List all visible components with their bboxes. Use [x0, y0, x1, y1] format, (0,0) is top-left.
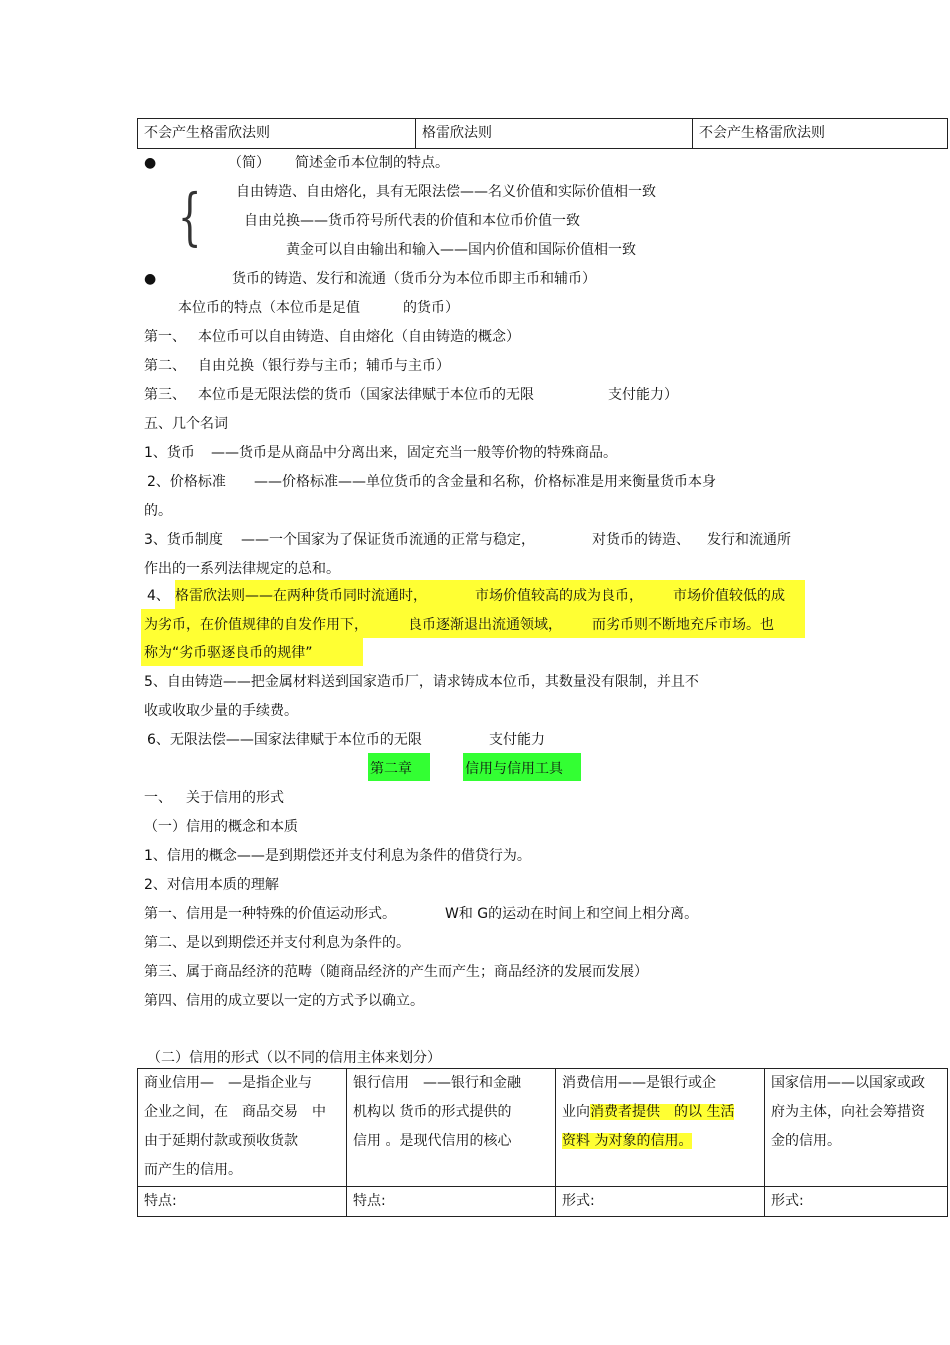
gresham-table	[137, 118, 948, 149]
feature-text: 本位币是无限法偿的货币（国家法律赋于本位币的无限	[198, 387, 534, 403]
highlighted-text: 消费者提供 的以 生活	[590, 1104, 735, 1120]
table-cell: 格雷欣法则	[416, 119, 693, 149]
term-label: 3、货币制度	[144, 532, 223, 548]
term-label: 4、	[147, 588, 170, 604]
point-line: 黄金可以自由输出和输入——国内价值和国际价值相一致	[286, 242, 636, 258]
table-cell: 特点:	[347, 1187, 556, 1217]
feature-label: 第三、	[144, 387, 186, 403]
table-cell: 形式:	[765, 1187, 948, 1217]
cell-line: 企业之间，在 商品交易 中	[144, 1104, 326, 1120]
cell-line: 信用 。是现代信用的核心	[353, 1133, 512, 1149]
feature-label: 第二、	[144, 358, 186, 374]
term-text: ——价格标准——单位货币的含金量和名称，价格标准是用来衡量货币本身	[254, 474, 716, 490]
text-line: W和 G的运动在时间上和空间上相分离。	[445, 906, 699, 922]
subsection-title: （一）信用的概念和本质	[144, 819, 298, 835]
cell-line: 由于延期付款或预收货款	[144, 1133, 298, 1149]
term-text: 6、无限法偿——国家法律赋于本位币的无限	[147, 732, 422, 748]
bullet-icon: ●	[144, 155, 157, 171]
text-line: 1、信用的概念——是到期偿还并支付利息为条件的借贷行为。	[144, 848, 531, 864]
term-text: 收或收取少量的手续费。	[144, 703, 298, 719]
table-cell: 不会产生格雷欣法则	[138, 119, 416, 149]
term-text: ——货币是从商品中分离出来，固定充当一般等价物的特殊商品。	[211, 445, 617, 461]
term-label: 2、价格标准	[147, 474, 226, 490]
term-text: 支付能力	[489, 732, 545, 748]
table-cell: 特点:	[138, 1187, 347, 1217]
table-cell	[138, 1069, 347, 1187]
text-line: 2、对信用本质的理解	[144, 877, 279, 893]
term-text: 称为“劣币驱逐良币的规律”	[144, 645, 313, 661]
subsection-title: （二）信用的形式（以不同的信用主体来划分）	[147, 1050, 441, 1066]
feature-label: 第一、	[144, 329, 186, 345]
cell-line: 机构以 货币的形式提供的	[353, 1104, 512, 1120]
section-title: 关于信用的形式	[186, 790, 284, 806]
text-line: 第三、属于商品经济的范畴（随商品经济的产生而产生；商品经济的发展而发展）	[144, 964, 648, 980]
term-text: 良币逐渐退出流通领域，	[408, 617, 562, 633]
table-cell: 不会产生格雷欣法则	[693, 119, 948, 149]
term-text: 格雷欣法则——在两种货币同时流通时，	[175, 588, 427, 604]
text-line: 本位币的特点（本位币是足值	[178, 300, 360, 316]
brace-icon: {	[177, 180, 202, 253]
bullet-icon: ●	[144, 271, 157, 287]
text-line: 的货币）	[403, 300, 459, 316]
text-line: 第二、是以到期偿还并支付利息为条件的。	[144, 935, 410, 951]
term-text: 的。	[144, 503, 172, 519]
feature-text: 本位币可以自由铸造、自由熔化（自由铸造的概念）	[198, 329, 520, 345]
table-cell	[765, 1069, 948, 1187]
cell-line: 府为主体，向社会筹措资	[771, 1104, 925, 1120]
section-title: 五、几个名词	[144, 416, 228, 432]
term-text: 作出的一系列法律规定的总和。	[144, 561, 340, 577]
term-text: 市场价值较高的成为良币，	[475, 588, 643, 604]
text-line: 第四、信用的成立要以一定的方式予以确立。	[144, 993, 424, 1009]
term-label: 1、货币	[144, 445, 195, 461]
cell-line: 商业信用— —是指企业与	[144, 1075, 312, 1091]
term-text: 发行和流通所	[707, 532, 791, 548]
term-text: 市场价值较低的成	[673, 588, 785, 604]
term-text: 5、自由铸造——把金属材料送到国家造币厂，请求铸成本位币，其数量没有限制，并且不	[144, 674, 699, 690]
point-line: 自由兑换——货币符号所代表的价值和本位币价值一致	[244, 213, 580, 229]
question-text: 货币的铸造、发行和流通（货币分为本位币即主币和辅币）	[232, 271, 596, 287]
highlighted-text: 资料 为对象的信用。	[562, 1133, 693, 1149]
term-text: 而劣币则不断地充斥市场。也	[592, 617, 774, 633]
credit-forms-table	[137, 1068, 948, 1217]
cell-line: 消费信用——是银行或企	[562, 1075, 716, 1091]
cell-line	[562, 1098, 758, 1127]
term-text: ——一个国家为了保证货币流通的正常与稳定，	[241, 532, 535, 548]
question-tag: （简）	[228, 155, 270, 171]
term-text: 为劣币，在价值规律的自发作用下，	[144, 617, 368, 633]
cell-text: 业向	[562, 1104, 590, 1120]
feature-tail: 支付能力）	[608, 387, 678, 403]
text-line: 第一、信用是一种特殊的价值运动形式。	[144, 906, 396, 922]
section-label: 一、	[144, 790, 172, 806]
cell-line	[562, 1127, 758, 1156]
term-text: 对货币的铸造、	[592, 532, 690, 548]
point-line: 自由铸造、自由熔化，具有无限法偿——名义价值和实际价值相一致	[236, 184, 656, 200]
cell-line: 国家信用——以国家或政	[771, 1075, 925, 1091]
table-cell: 形式:	[556, 1187, 765, 1217]
question-text: 简述金币本位制的特点。	[295, 155, 449, 171]
table-cell	[556, 1069, 765, 1187]
table-cell	[347, 1069, 556, 1187]
cell-line: 银行信用 ——银行和金融	[353, 1075, 521, 1091]
cell-line: 金的信用。	[771, 1133, 841, 1149]
feature-text: 自由兑换（银行券与主币；辅币与主币）	[198, 358, 450, 374]
chapter-number-text: 第二章	[370, 761, 412, 777]
chapter-title: 信用与信用工具	[465, 761, 563, 777]
cell-line: 而产生的信用。	[144, 1162, 242, 1178]
